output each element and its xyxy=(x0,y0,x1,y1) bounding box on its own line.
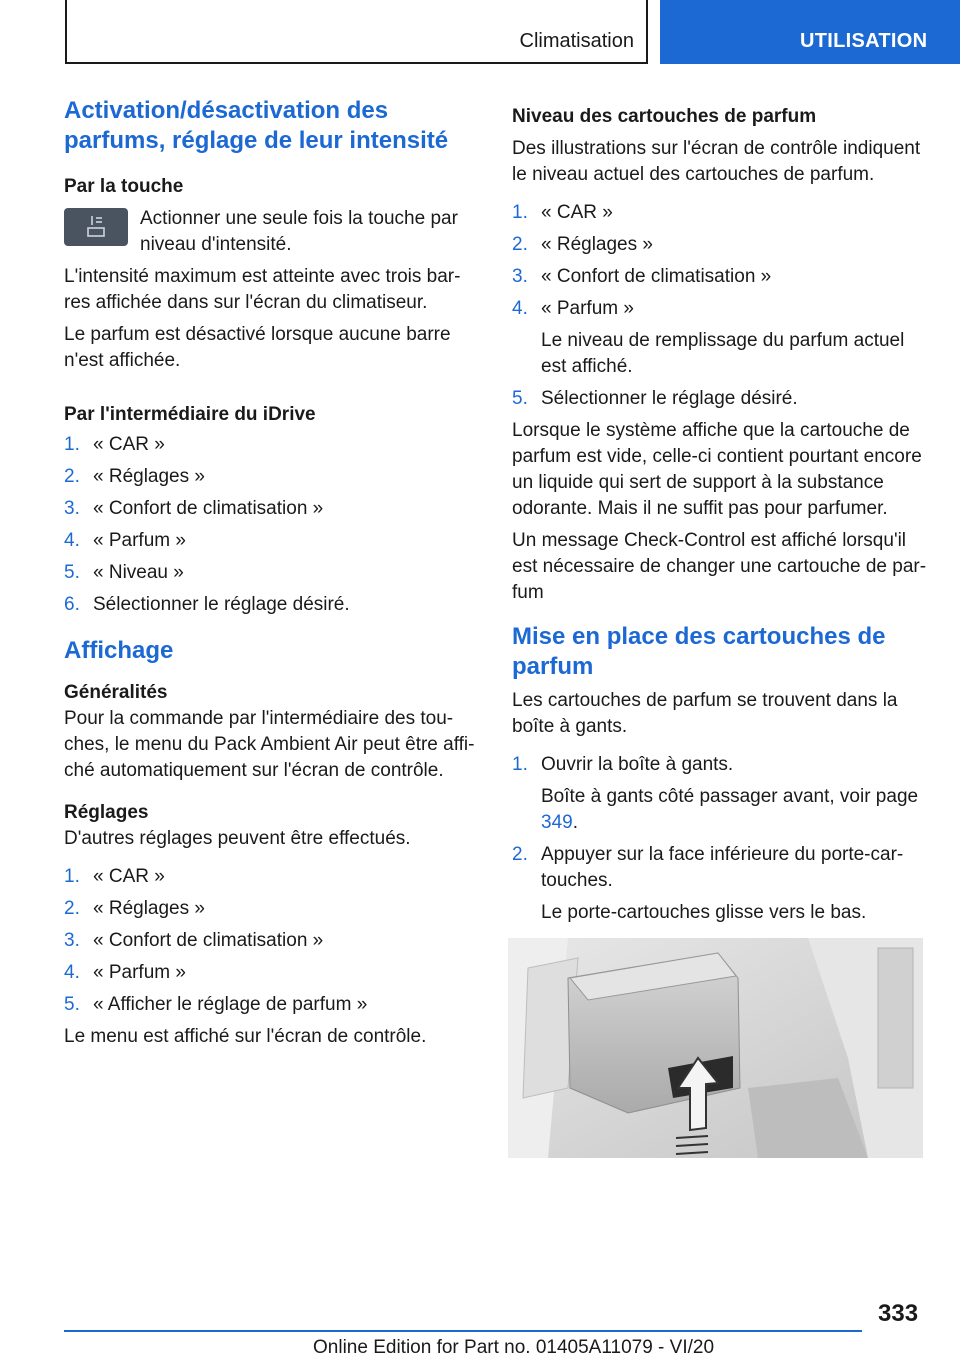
list-item: 3. « Confort de climatisation » xyxy=(64,930,324,951)
level-intro: Des illustrations sur l'écran de contrôle indiquent le niveau actuel des cartouches de parfum. xyxy=(512,138,921,185)
list-item: 2. Appuyer sur la face inférieure du porte-car-touches. Le porte-cartouches glisse vers le bas. xyxy=(512,842,928,926)
header-chapter-box xyxy=(65,0,648,64)
step-subtext: Boîte à gants côté passager avant, voir page 349. xyxy=(541,786,919,833)
idrive-heading: Par l'intermédiaire du iDrive xyxy=(64,404,316,425)
level-heading: Niveau des cartouches de parfum xyxy=(512,106,817,127)
list-item: 5. « Afficher le réglage de parfum » xyxy=(64,994,368,1015)
install-steps xyxy=(512,752,928,926)
list-item: 4. « Parfum » xyxy=(64,962,186,983)
section-title-display: Affichage xyxy=(64,637,174,664)
button-instruction-text: Actionner une seule fois la touche par niveau d'intensité. xyxy=(140,208,458,255)
glovebox-photo xyxy=(508,938,923,1158)
settings-heading: Réglages xyxy=(64,802,149,823)
list-item: 3. « Confort de climatisation » xyxy=(512,266,772,287)
list-item: 5. « Niveau » xyxy=(64,562,184,583)
section-title-install: Mise en place des cartouches de parfum xyxy=(512,623,886,680)
page-link[interactable]: 349 xyxy=(541,812,573,833)
empty-cartridge-text: Lorsque le système affiche que la cartouche de parfum est vide, celle-ci contient pourtant encore un liquide qui sert de support à la substance odorante. Mais il ne suffit pas pour parfumer. xyxy=(512,420,922,519)
list-item: 2. « Réglages » xyxy=(64,898,205,919)
list-item: 1. Ouvrir la boîte à gants. Boîte à gants côté passager avant, voir page 349. xyxy=(512,752,928,836)
footer-divider xyxy=(64,1330,862,1332)
list-item: 2. « Réglages » xyxy=(512,234,653,255)
list-item: 1. « CAR » xyxy=(512,202,613,223)
max-intensity-text: L'intensité maximum est atteinte avec trois bar-res affichée dans sur l'écran du climatiseur. xyxy=(64,266,461,313)
list-item: 3. « Confort de climatisation » xyxy=(64,498,324,519)
general-text: Pour la commande par l'intermédiaire des tou-ches, le menu du Pack Ambient Air peut être affi-ché automatiquement sur l'écran de contrôle. xyxy=(64,708,475,781)
list-item: 1. « CAR » xyxy=(64,434,165,455)
deactivated-text: Le parfum est désactivé lorsque aucune barre n'est affichée. xyxy=(64,324,451,371)
display-steps xyxy=(64,864,480,1018)
idrive-steps xyxy=(64,432,480,618)
install-intro: Les cartouches de parfum se trouvent dans la boîte à gants. xyxy=(512,690,898,737)
button-instruction xyxy=(64,206,480,258)
list-item: 2. « Réglages » xyxy=(64,466,205,487)
page-number: 333 xyxy=(878,1300,919,1327)
list-item: 4. « Parfum » xyxy=(64,530,186,551)
settings-text: D'autres réglages peuvent être effectués. xyxy=(64,828,411,849)
section-tab-label: UTILISATION xyxy=(800,30,928,52)
fragrance-button-icon xyxy=(64,208,128,246)
display-after-text: Le menu est affiché sur l'écran de contrôle. xyxy=(64,1026,427,1047)
general-heading: Généralités xyxy=(64,682,168,703)
section-tab[interactable] xyxy=(660,0,960,64)
footer-edition: Online Edition for Part no. 01405A11079 - VI/20 xyxy=(313,1337,715,1358)
list-item: 6. Sélectionner le réglage désiré. xyxy=(64,594,350,615)
step-subtext: Le porte-cartouches glisse vers le bas. xyxy=(541,902,867,923)
list-item: 4. « Parfum » Le niveau de remplissage du parfum actuel est affiché. xyxy=(512,296,928,380)
chapter-title: Climatisation xyxy=(519,30,634,52)
by-button-heading: Par la touche xyxy=(64,176,184,197)
list-item: 5. Sélectionner le réglage désiré. xyxy=(512,388,798,409)
right-column xyxy=(512,104,928,932)
left-column xyxy=(64,96,480,1050)
check-control-text: Un message Check-Control est affiché lorsqu'il est nécessaire de changer une cartouche de par-fum xyxy=(512,530,927,603)
list-item: 1. « CAR » xyxy=(64,866,165,887)
level-steps xyxy=(512,200,928,412)
section-title-activation: Activation/désactivation des parfums, réglage de leur intensité xyxy=(64,97,449,154)
step-subtext: Le niveau de remplissage du parfum actuel est affiché. xyxy=(541,330,905,377)
